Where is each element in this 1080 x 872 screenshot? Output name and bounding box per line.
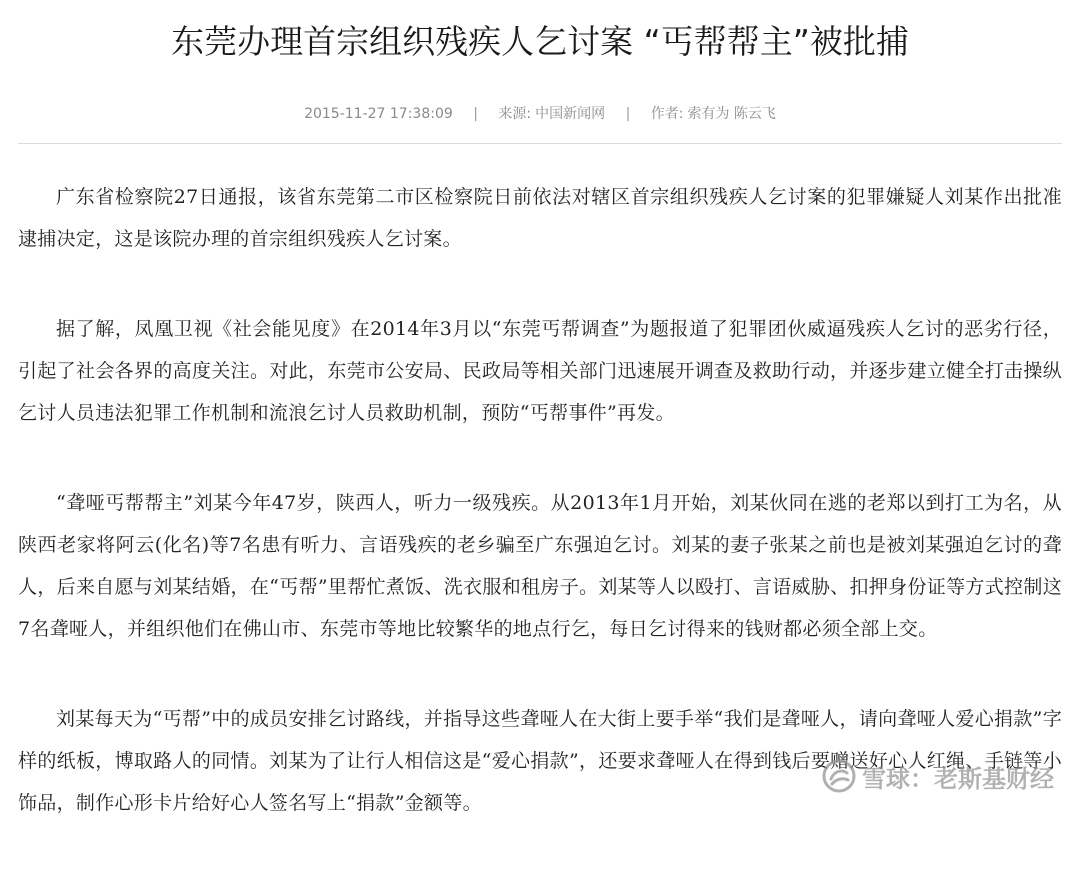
meta-separator: | — [625, 106, 631, 122]
watermark-text: 雪球：老斯基财经 — [862, 764, 1054, 793]
author-names: 索有为 陈云飞 — [687, 106, 776, 122]
meta-separator: | — [473, 106, 478, 122]
article-meta — [0, 102, 1080, 126]
watermark — [822, 756, 1054, 796]
paragraph: “聋哑丐帮帮主”刘某今年47岁，陕西人，听力一级残疾。从2013年1月开始，刘某伙同在逃的老郑以到打工为名，从陕西老家将阿云(化名)等7名患有听力、言语残疾的老乡骗至广东强迫乞讨。刘某的妻子张某之前也是被刘某强迫乞讨的聋人，后来自愿与刘某结婚，在“丐帮”里帮忙煮饭、洗衣服和租房子。刘某等人以殴打、言语威胁、扣押身份证等方式控制这7名聋哑人，并组织他们在佛山市、东莞市等地比较繁华的地点行乞，每日乞讨得来的钱财都必须全部上交。 — [18, 492, 1062, 640]
header-divider — [18, 143, 1062, 144]
paragraph: 刘某每天为“丐帮”中的成员安排乞讨路线，并指导这些聋哑人在大街上要手举“我们是聋哑人，请向聋哑人爱心捐款”字样的纸板，博取路人的同情。刘某为了让行人相信这是“爱心捐款”，还要求聋哑人在得到钱后要赠送好心人红绳、手链等小饰品，制作心形卡片给好心人签名写上“捐款”金额等。 — [18, 708, 1062, 814]
paragraph: 据了解，凤凰卫视《社会能见度》在2014年3月以“东莞丐帮调查”为题报道了犯罪团伙威逼残疾人乞讨的恶劣行径，引起了社会各界的高度关注。对此，东莞市公安局、民政局等相关部门迅速展开调查及救助行动，并逐步建立健全打击操纵乞讨人员违法犯罪工作机制和流浪乞讨人员救助机制，预防“丐帮事件”再发。 — [18, 318, 1062, 424]
snowball-logo-icon — [822, 759, 856, 793]
source-label: 来源: — [498, 106, 532, 122]
author-label: 作者: — [650, 106, 684, 122]
article-title: 东莞办理首宗组织残疾人乞讨案 “丐帮帮主”被批捕 — [171, 22, 909, 61]
source-name[interactable]: 中国新闻网 — [535, 106, 606, 122]
publish-datetime: 2015-11-27 17:38:09 — [304, 106, 453, 122]
paragraph: 广东省检察院27日通报，该省东莞第二市区检察院日前依法对辖区首宗组织残疾人乞讨案的犯罪嫌疑人刘某作出批准逮捕决定，这是该院办理的首宗组织残疾人乞讨案。 — [18, 186, 1062, 250]
